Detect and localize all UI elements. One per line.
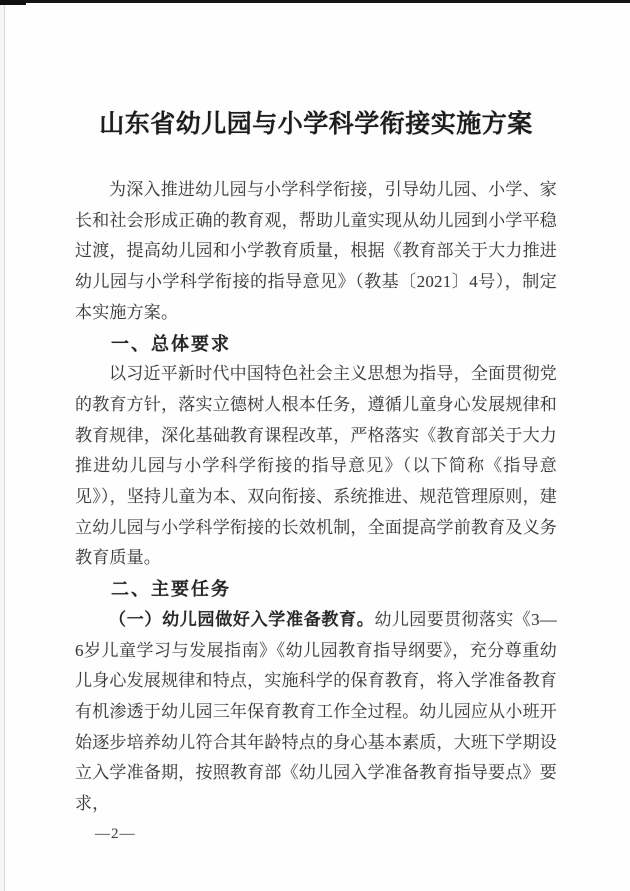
page-number: —2— (95, 825, 136, 842)
task1-lead-text: （一）幼儿园做好入学准备教育。 (109, 609, 375, 629)
scan-edge-left (0, 3, 5, 891)
section-heading-main-tasks: 二、主要任务 (111, 579, 231, 600)
intro-paragraph: 为深入推进幼儿园与小学科学衔接，引导幼儿园、小学、家长和社会形成正确的教育观，帮助儿童实现从幼儿园到小学平稳过渡，提高幼儿园和小学教育质量，根据《教育部关于大力推进幼儿园与小学科学衔接的指导意见》（教基〔2021〕4号），制定本实施方案。 (75, 180, 557, 322)
section-heading-general-requirements: 一、总体要求 (111, 333, 231, 354)
task1-body-text: 幼儿园要贯彻落实《3—6岁儿童学习与发展指南》《幼儿园教育指导纲要》，充分尊重幼儿身心发展规律和特点，实施科学的保育教育，将入学准备教育有机渗透于幼儿园三年保育教育工作全过程。幼儿园应从小班开始逐步培养幼儿符合其年龄特点的身心基本素质，大班下学期设立入学准备期，按照教育部《幼儿园入学准备教育指导要点》要求， (75, 609, 557, 814)
scan-edge-top (0, 0, 630, 3)
task1-paragraph (75, 605, 557, 820)
document-title: 山东省幼儿园与小学科学衔接实施方案 (99, 111, 533, 138)
document-content (75, 0, 557, 845)
general-requirements-paragraph: 以习近平新时代中国特色社会主义思想为指导，全面贯彻党的教育方针，落实立德树人根本任务，遵循儿童身心发展规律和教育规律，深化基础教育课程改革，严格落实《教育部关于大力推进幼儿园与小学科学衔接的指导意见》（以下简称《指导意见》），坚持儿童为本、双向衔接、系统推进、规范管理原则，建立幼儿园与小学科学衔接的长效机制，全面提高学前教育及义务教育质量。 (75, 364, 557, 568)
